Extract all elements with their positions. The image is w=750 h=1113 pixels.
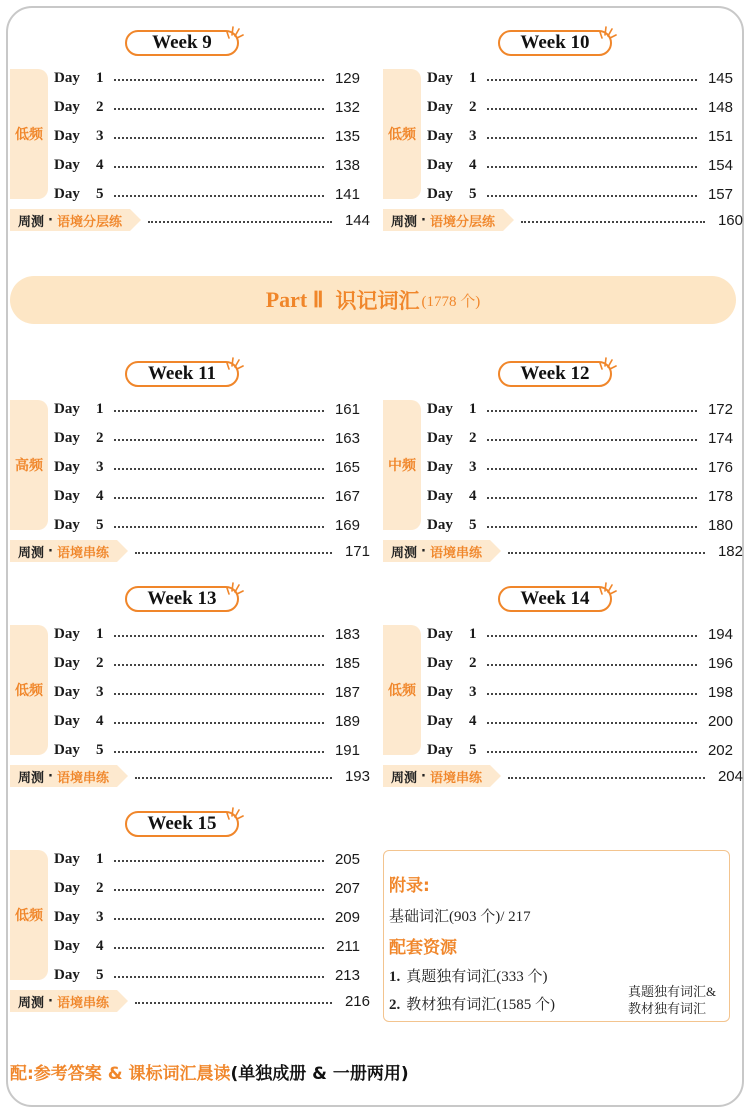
weekly-test-label: 周测 bbox=[18, 770, 45, 786]
weekly-test-label: 周测 bbox=[391, 770, 418, 786]
leader-dots bbox=[487, 693, 697, 695]
day-label: Day bbox=[427, 712, 453, 729]
page-number: 176 bbox=[707, 458, 733, 476]
weekly-test-label: 周测 bbox=[18, 545, 45, 561]
frequency-tab: 中频 bbox=[383, 400, 421, 530]
day-label: Day bbox=[54, 683, 80, 700]
page-number: 163 bbox=[334, 429, 360, 447]
leader-dots bbox=[508, 552, 705, 554]
week-title-text: Week 15 bbox=[147, 813, 217, 834]
day-row[interactable] bbox=[54, 124, 360, 148]
day-number: 4 bbox=[469, 712, 477, 729]
frequency-tab: 低频 bbox=[10, 69, 48, 199]
page-number: 148 bbox=[707, 98, 733, 116]
week-title bbox=[125, 30, 239, 56]
part-name: 识记词汇 bbox=[335, 289, 420, 313]
page-number: 169 bbox=[334, 516, 360, 534]
leader-dots bbox=[114, 918, 324, 920]
separator-dot: · bbox=[48, 993, 53, 1009]
week-title-text: Week 14 bbox=[520, 588, 590, 609]
page-number: 151 bbox=[707, 127, 733, 145]
leader-dots bbox=[114, 947, 324, 949]
day-number: 1 bbox=[96, 850, 104, 867]
day-row[interactable] bbox=[54, 905, 360, 929]
week-title bbox=[498, 586, 612, 612]
day-row[interactable] bbox=[54, 622, 360, 646]
day-number: 4 bbox=[469, 487, 477, 504]
day-label: Day bbox=[427, 625, 453, 642]
leader-dots bbox=[135, 552, 332, 554]
day-label: Day bbox=[54, 908, 80, 925]
page-number: 129 bbox=[334, 69, 360, 87]
week-block bbox=[10, 586, 370, 786]
leader-dots bbox=[114, 439, 324, 441]
leader-dots bbox=[487, 664, 697, 666]
day-row[interactable] bbox=[54, 738, 360, 762]
day-number: 3 bbox=[96, 683, 104, 700]
weekly-test-type: 语境串练 bbox=[56, 545, 109, 561]
page-number: 211 bbox=[336, 937, 360, 955]
weekly-test-tag bbox=[383, 209, 503, 231]
leader-dots bbox=[521, 221, 705, 223]
separator-dot: · bbox=[48, 212, 53, 228]
page-number: 200 bbox=[707, 712, 733, 730]
day-row[interactable] bbox=[427, 622, 733, 646]
leader-dots bbox=[487, 79, 697, 81]
leader-dots bbox=[114, 195, 324, 197]
day-number: 1 bbox=[469, 69, 477, 86]
week-title-text: Week 11 bbox=[147, 363, 217, 384]
sun-ray-icon bbox=[599, 580, 617, 596]
week-title bbox=[498, 30, 612, 56]
resource-note bbox=[628, 983, 728, 1017]
leader-dots bbox=[114, 108, 324, 110]
weekly-test-label: 周测 bbox=[391, 214, 418, 230]
day-number: 5 bbox=[96, 185, 104, 202]
week-block bbox=[10, 811, 370, 1011]
separator-dot: · bbox=[421, 212, 426, 228]
day-row[interactable] bbox=[427, 651, 733, 675]
day-label: Day bbox=[427, 400, 453, 417]
resources-heading: 配套资源 bbox=[389, 938, 457, 958]
page-number: 157 bbox=[707, 185, 733, 203]
weekly-test-tag bbox=[10, 990, 117, 1012]
leader-dots bbox=[135, 1002, 332, 1004]
separator-dot: · bbox=[421, 543, 426, 559]
week-title bbox=[125, 586, 239, 612]
day-number: 3 bbox=[96, 908, 104, 925]
resource-note-line1: 真题独有词汇& bbox=[628, 984, 717, 999]
day-label: Day bbox=[427, 516, 453, 533]
leader-dots bbox=[487, 410, 697, 412]
appendix-heading: 附录: bbox=[389, 876, 430, 896]
weekly-test-type: 语境串练 bbox=[56, 995, 109, 1011]
footer-suffix: (单独成册 & 一册两用) bbox=[230, 1063, 409, 1084]
day-label: Day bbox=[54, 966, 80, 983]
leader-dots bbox=[114, 468, 324, 470]
separator-dot: · bbox=[48, 768, 53, 784]
page-number: 145 bbox=[707, 69, 733, 87]
leader-dots bbox=[487, 108, 697, 110]
part-banner bbox=[10, 276, 736, 324]
leader-dots bbox=[114, 137, 324, 139]
day-number: 5 bbox=[469, 741, 477, 758]
day-row[interactable] bbox=[427, 680, 733, 704]
resource-item-1 bbox=[389, 965, 548, 986]
weekly-test-tag bbox=[10, 209, 130, 231]
leader-dots bbox=[114, 664, 324, 666]
week-block bbox=[383, 361, 743, 561]
resource-item-1-num: 1. bbox=[389, 969, 401, 985]
separator-dot: · bbox=[48, 543, 53, 559]
leader-dots bbox=[487, 722, 697, 724]
footer-note bbox=[10, 1057, 409, 1085]
page-number: 180 bbox=[707, 516, 733, 534]
leader-dots bbox=[114, 166, 324, 168]
weekly-test-label: 周测 bbox=[18, 214, 45, 230]
day-number: 5 bbox=[469, 516, 477, 533]
leader-dots bbox=[487, 468, 697, 470]
leader-dots bbox=[487, 635, 697, 637]
day-number: 3 bbox=[469, 683, 477, 700]
sun-ray-icon bbox=[226, 355, 244, 371]
day-row[interactable] bbox=[54, 426, 360, 450]
frequency-tab: 低频 bbox=[383, 625, 421, 755]
day-number: 1 bbox=[96, 625, 104, 642]
day-number: 2 bbox=[96, 98, 104, 115]
week-block bbox=[10, 30, 370, 230]
page-number: 194 bbox=[707, 625, 733, 643]
weekly-test-type: 语境分层练 bbox=[429, 214, 495, 230]
day-row[interactable] bbox=[427, 95, 733, 119]
day-row[interactable] bbox=[54, 963, 360, 987]
week-block bbox=[10, 361, 370, 561]
leader-dots bbox=[114, 976, 324, 978]
week-block bbox=[383, 586, 743, 786]
weekly-test-row[interactable] bbox=[10, 763, 370, 789]
day-row[interactable] bbox=[427, 455, 733, 479]
day-number: 5 bbox=[96, 741, 104, 758]
frequency-tab: 低频 bbox=[383, 69, 421, 199]
resource-item-2-num: 2. bbox=[389, 997, 401, 1013]
leader-dots bbox=[114, 410, 324, 412]
day-label: Day bbox=[427, 98, 453, 115]
day-row[interactable] bbox=[54, 934, 360, 958]
weekly-test-row[interactable] bbox=[383, 538, 743, 564]
day-row[interactable] bbox=[54, 95, 360, 119]
day-number: 4 bbox=[96, 937, 104, 954]
day-row[interactable] bbox=[427, 738, 733, 762]
leader-dots bbox=[487, 497, 697, 499]
leader-dots bbox=[135, 777, 332, 779]
day-label: Day bbox=[54, 185, 80, 202]
day-label: Day bbox=[54, 654, 80, 671]
day-row[interactable] bbox=[54, 455, 360, 479]
resource-item-1-text: 真题独有词汇(333 个) bbox=[406, 969, 548, 985]
leader-dots bbox=[487, 751, 697, 753]
page-number: 202 bbox=[707, 741, 733, 759]
day-row[interactable] bbox=[427, 709, 733, 733]
appendix-box bbox=[383, 850, 730, 1022]
day-label: Day bbox=[54, 741, 80, 758]
weekly-test-type: 语境串练 bbox=[56, 770, 109, 786]
day-row[interactable] bbox=[54, 182, 360, 206]
page-number: 209 bbox=[334, 908, 360, 926]
page-number: 174 bbox=[707, 429, 733, 447]
footer-prefix: 配:参考答案 & 课标词汇晨读 bbox=[10, 1063, 231, 1084]
day-label: Day bbox=[54, 156, 80, 173]
day-row[interactable] bbox=[54, 709, 360, 733]
leader-dots bbox=[487, 166, 697, 168]
week-title bbox=[125, 361, 239, 387]
day-label: Day bbox=[54, 69, 80, 86]
day-label: Day bbox=[54, 429, 80, 446]
day-number: 4 bbox=[469, 156, 477, 173]
day-number: 2 bbox=[96, 654, 104, 671]
day-number: 5 bbox=[96, 516, 104, 533]
weekly-test-label: 周测 bbox=[391, 545, 418, 561]
appendix-basic-vocab: 基础词汇(903 个)/ 217 bbox=[389, 909, 531, 925]
page-number: 135 bbox=[334, 127, 360, 145]
day-row[interactable] bbox=[427, 484, 733, 508]
leader-dots bbox=[114, 693, 324, 695]
day-row[interactable] bbox=[427, 397, 733, 421]
leader-dots bbox=[487, 195, 697, 197]
page-number: 216 bbox=[344, 992, 370, 1010]
day-number: 2 bbox=[469, 654, 477, 671]
weekly-test-row[interactable] bbox=[10, 988, 370, 1014]
day-label: Day bbox=[54, 712, 80, 729]
page-number: 172 bbox=[707, 400, 733, 418]
day-number: 3 bbox=[469, 127, 477, 144]
page-number: 205 bbox=[334, 850, 360, 868]
page-number: 207 bbox=[334, 879, 360, 897]
day-number: 1 bbox=[96, 400, 104, 417]
frequency-tab: 高频 bbox=[10, 400, 48, 530]
day-label: Day bbox=[54, 937, 80, 954]
weekly-test-label: 周测 bbox=[18, 995, 45, 1011]
page-number: 178 bbox=[707, 487, 733, 505]
sun-ray-icon bbox=[599, 24, 617, 40]
leader-dots bbox=[114, 497, 324, 499]
day-number: 3 bbox=[96, 127, 104, 144]
day-label: Day bbox=[54, 625, 80, 642]
week-title-text: Week 13 bbox=[147, 588, 217, 609]
day-number: 4 bbox=[96, 156, 104, 173]
weekly-test-row[interactable] bbox=[383, 207, 743, 233]
weekly-test-row[interactable] bbox=[10, 207, 370, 233]
weekly-test-row[interactable] bbox=[383, 763, 743, 789]
day-label: Day bbox=[427, 69, 453, 86]
day-row[interactable] bbox=[54, 513, 360, 537]
day-row[interactable] bbox=[427, 182, 733, 206]
day-row[interactable] bbox=[427, 153, 733, 177]
day-row[interactable] bbox=[427, 124, 733, 148]
leader-dots bbox=[487, 526, 697, 528]
day-number: 5 bbox=[96, 966, 104, 983]
week-block bbox=[383, 30, 743, 230]
page-number: 154 bbox=[707, 156, 733, 174]
page-number: 185 bbox=[334, 654, 360, 672]
page-number: 144 bbox=[344, 211, 370, 229]
page-number: 193 bbox=[344, 767, 370, 785]
leader-dots bbox=[487, 137, 697, 139]
part-label: Part Ⅱ bbox=[265, 287, 324, 312]
part-count: (1778 个) bbox=[421, 293, 481, 310]
day-row[interactable] bbox=[427, 426, 733, 450]
day-number: 3 bbox=[96, 458, 104, 475]
weekly-test-tag bbox=[10, 540, 117, 562]
leader-dots bbox=[114, 860, 324, 862]
day-label: Day bbox=[427, 185, 453, 202]
day-number: 1 bbox=[96, 69, 104, 86]
day-label: Day bbox=[427, 683, 453, 700]
day-number: 4 bbox=[96, 487, 104, 504]
page-number: 213 bbox=[334, 966, 360, 984]
sun-ray-icon bbox=[226, 580, 244, 596]
day-number: 1 bbox=[469, 625, 477, 642]
weekly-test-type: 语境串练 bbox=[429, 545, 482, 561]
day-label: Day bbox=[54, 516, 80, 533]
frequency-tab: 低频 bbox=[10, 850, 48, 980]
weekly-test-row[interactable] bbox=[10, 538, 370, 564]
page-number: 191 bbox=[334, 741, 360, 759]
page-number: 171 bbox=[344, 542, 370, 560]
page-number: 198 bbox=[707, 683, 733, 701]
leader-dots bbox=[114, 722, 324, 724]
day-label: Day bbox=[54, 98, 80, 115]
week-title-text: Week 10 bbox=[520, 32, 590, 53]
weekly-test-tag bbox=[383, 765, 490, 787]
day-label: Day bbox=[427, 127, 453, 144]
day-label: Day bbox=[427, 458, 453, 475]
day-row[interactable] bbox=[54, 66, 360, 90]
page-number: 183 bbox=[334, 625, 360, 643]
day-label: Day bbox=[427, 429, 453, 446]
page-number: 132 bbox=[334, 98, 360, 116]
day-label: Day bbox=[427, 487, 453, 504]
weekly-test-type: 语境串练 bbox=[429, 770, 482, 786]
leader-dots bbox=[114, 526, 324, 528]
page-number: 161 bbox=[334, 400, 360, 418]
day-number: 5 bbox=[469, 185, 477, 202]
day-row[interactable] bbox=[427, 66, 733, 90]
weekly-test-type: 语境分层练 bbox=[56, 214, 122, 230]
sun-ray-icon bbox=[226, 805, 244, 821]
week-title bbox=[125, 811, 239, 837]
leader-dots bbox=[148, 221, 332, 223]
leader-dots bbox=[114, 79, 324, 81]
leader-dots bbox=[114, 751, 324, 753]
resource-item-2-text: 教材独有词汇(1585 个) bbox=[406, 997, 555, 1013]
day-row[interactable] bbox=[54, 847, 360, 871]
week-title-text: Week 12 bbox=[520, 363, 590, 384]
leader-dots bbox=[114, 635, 324, 637]
separator-dot: · bbox=[421, 768, 426, 784]
page-number: 160 bbox=[717, 211, 743, 229]
frequency-tab: 低频 bbox=[10, 625, 48, 755]
week-title-text: Week 9 bbox=[152, 32, 212, 53]
day-row[interactable] bbox=[54, 876, 360, 900]
day-label: Day bbox=[54, 879, 80, 896]
page-number: 138 bbox=[334, 156, 360, 174]
day-number: 2 bbox=[469, 98, 477, 115]
page-number: 182 bbox=[717, 542, 743, 560]
leader-dots bbox=[487, 439, 697, 441]
day-row[interactable] bbox=[54, 153, 360, 177]
day-label: Day bbox=[54, 127, 80, 144]
sun-ray-icon bbox=[226, 24, 244, 40]
day-label: Day bbox=[54, 487, 80, 504]
day-label: Day bbox=[427, 654, 453, 671]
day-label: Day bbox=[427, 156, 453, 173]
page-number: 196 bbox=[707, 654, 733, 672]
weekly-test-tag bbox=[10, 765, 117, 787]
page-number: 141 bbox=[334, 185, 360, 203]
sun-ray-icon bbox=[599, 355, 617, 371]
page-number: 167 bbox=[334, 487, 360, 505]
day-row[interactable] bbox=[427, 513, 733, 537]
week-title bbox=[498, 361, 612, 387]
day-row[interactable] bbox=[54, 651, 360, 675]
day-row[interactable] bbox=[54, 680, 360, 704]
leader-dots bbox=[508, 777, 705, 779]
page-number: 165 bbox=[334, 458, 360, 476]
resource-item-2 bbox=[389, 993, 555, 1014]
day-label: Day bbox=[427, 741, 453, 758]
page-number: 187 bbox=[334, 683, 360, 701]
day-label: Day bbox=[54, 850, 80, 867]
day-row[interactable] bbox=[54, 484, 360, 508]
day-number: 3 bbox=[469, 458, 477, 475]
page-number: 189 bbox=[334, 712, 360, 730]
day-label: Day bbox=[54, 458, 80, 475]
day-number: 1 bbox=[469, 400, 477, 417]
day-label: Day bbox=[54, 400, 80, 417]
weekly-test-tag bbox=[383, 540, 490, 562]
day-number: 4 bbox=[96, 712, 104, 729]
day-number: 2 bbox=[96, 429, 104, 446]
resource-note-line2: 教材独有词汇 bbox=[628, 1001, 707, 1016]
leader-dots bbox=[114, 889, 324, 891]
page-number: 204 bbox=[717, 767, 743, 785]
day-number: 2 bbox=[96, 879, 104, 896]
day-row[interactable] bbox=[54, 397, 360, 421]
day-number: 2 bbox=[469, 429, 477, 446]
